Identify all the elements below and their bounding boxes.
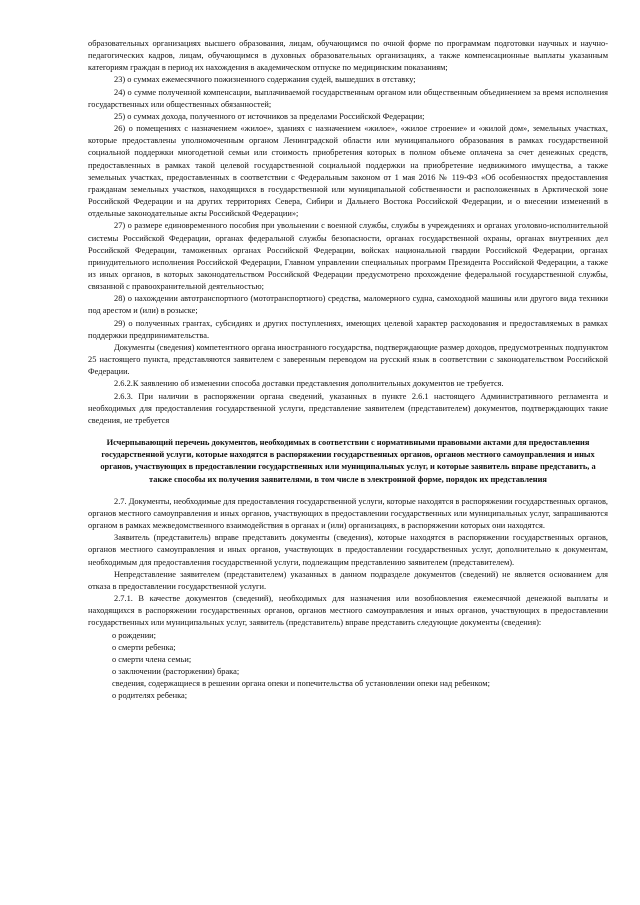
paragraph-item-28: 28) о нахождении автотранспортного (мототранспортного) средства, маломерного судна, самоходной машины или другого вида техники под арестом и (или) в розыске; — [88, 294, 608, 316]
section-heading: Исчерпывающий перечень документов, необходимых в соответствии с нормативными правовыми актами для предоставления государственной услуги, которые находятся в распоряжении государственных органов, органов местного самоуправления и иных органов, участвующих в предоставлении государственных или муниципальных услуг, и которые заявитель вправе представить, а также способы их получения заявителями, в том числе в электронной форме, порядок их представления — [100, 438, 596, 484]
documents-list — [88, 630, 608, 703]
paragraph-item-26: 26) о помещениях с назначением «жилое», зданиях с назначением «жилое», «жилое строение» и «жилой дом», земельных участках, которые предоставлены уполномоченным органом Ленинградской области или муниципального образования в рамках государственной социальной поддержки многодетной семьи или стоимость приобретения которых в полном объеме оплачена за счет денежных средств, предоставленных в рамках такой целевой государственной социальной поддержки на приобретение недвижимого имущества, а также земельных участках, предоставленных в соответствии с Федеральным законом от 1 мая 2016 № 119-ФЗ «Об особенностях предоставления гражданам земельных участков, находящихся в государственной или муниципальной собственности и расположенных в Арктической зоне Российской Федерации и на других территориях Севера, Сибири и Дальнего Востока Российской Федерации, и о внесении изменений в отдельные законодательные акты Российской Федерации»; — [88, 124, 608, 219]
list-item: сведения, содержащиеся в решении органа опеки и попечительства об установлении опеки над ребенком; — [112, 679, 490, 689]
paragraph-applicant-right: Заявитель (представитель) вправе представить документы (сведения), которые находятся в распоряжении государственных органов, органов местного самоуправления и иных органов, участвующих в предоставлении государственных услуг, дополнительно к документам, необходимым для предоставления государственной услуги, подлежащим представлению заявителем (представителем). — [88, 533, 608, 567]
paragraph-item-23: 23) о суммах ежемесячного пожизненного содержания судей, вышедших в отставку; — [114, 75, 416, 85]
paragraph-item-29: 29) о полученных грантах, субсидиях и других поступлениях, имеющих целевой характер расходования и предоставляемых в рамках поддержки предпринимательства. — [88, 318, 608, 340]
paragraph-non-submission: Непредставление заявителем (представителем) указанных в данном подразделе документов (сведений) не является основанием для отказа в предоставлении государственной услуги. — [88, 569, 608, 591]
paragraph-2-6-2: 2.6.2.К заявлению об изменении способа доставки представления дополнительных документов не требуется. — [114, 379, 504, 389]
list-item: о родителях ребенка; — [112, 691, 188, 701]
paragraph-2-7-1: 2.7.1. В качестве документов (сведений), необходимых для назначения или возобновления ежемесячной денежной выплаты и находящихся в распоряжении государственных органов, органов местного самоуправления и иных органов, участвующих в предоставлении государственных или муниципальных услуг, заявитель (представитель) вправе представить следующие документы (сведения): — [88, 594, 608, 628]
list-item: о смерти ребенка; — [112, 642, 176, 652]
paragraph-2-7: 2.7. Документы, необходимые для предоставления государственной услуги, которые находятся в распоряжении государственных органов, органов местного самоуправления и иных органов, участвующих в предоставлении государственных или муниципальных услуг, запрашиваются органом в рамках межведомственного взаимодействия в органах и (или) организациях, в распоряжении которых они находятся. — [88, 496, 608, 531]
paragraph-continuation: образовательных организациях высшего образования, лицам, обучающимся по очной форме по программам подготовки научных и научно-педагогических кадров, лицам, обучающимся в духовных образовательных организациях, а также компенсационные выплаты указанным категориям граждан в период их нахождения в академическом отпуске по медицинским показаниям; — [88, 39, 608, 73]
paragraph-item-27: 27) о размере единовременного пособия при увольнении с военной службы, службы в учреждениях и органах уголовно-исполнительной системы Российской Федерации, органах федеральной службы безопасности, органах государственной охраны, органах внутренних дел Российской Федерации, таможенных органах Российской Федерации, войсках национальной гвардии Российской Федерации, органах принудительного исполнения Российской Федерации, Главном управлении специальных программ Президента Российской Федерации, а также из иных органов, в которых законодательством Российской Федерации предусмотрено прохождение федеральной государственной службы, связанной с правоохранительной деятельностью; — [88, 221, 608, 292]
list-item: о рождении; — [112, 630, 156, 640]
paragraph-2-6-3: 2.6.3. При наличии в распоряжении органа сведений, указанных в пункте 2.6.1 настоящего Административного регламента и необходимых для предоставления государственной услуги, представление заявителем (представителем) документов, подтверждающих такие сведения, не требуется — [88, 391, 608, 425]
paragraph-item-24: 24) о сумме полученной компенсации, выплачиваемой государственным органом или общественным объединением за время исполнения государственных или общественных обязанностей; — [88, 87, 608, 109]
paragraph-item-25: 25) о суммах дохода, полученного от источников за пределами Российской Федерации; — [114, 111, 425, 121]
list-item: о смерти члена семьи; — [112, 654, 192, 664]
paragraph-foreign-documents: Документы (сведения) компетентного органа иностранного государства, подтверждающие размер доходов, предусмотренных подпунктом 25 настоящего пункта, представляются заявителем с заверенным переводом на русский язык в соответствии с законодательством Российской Федерации. — [88, 342, 608, 377]
list-item: о заключении (расторжении) брака; — [112, 667, 240, 676]
